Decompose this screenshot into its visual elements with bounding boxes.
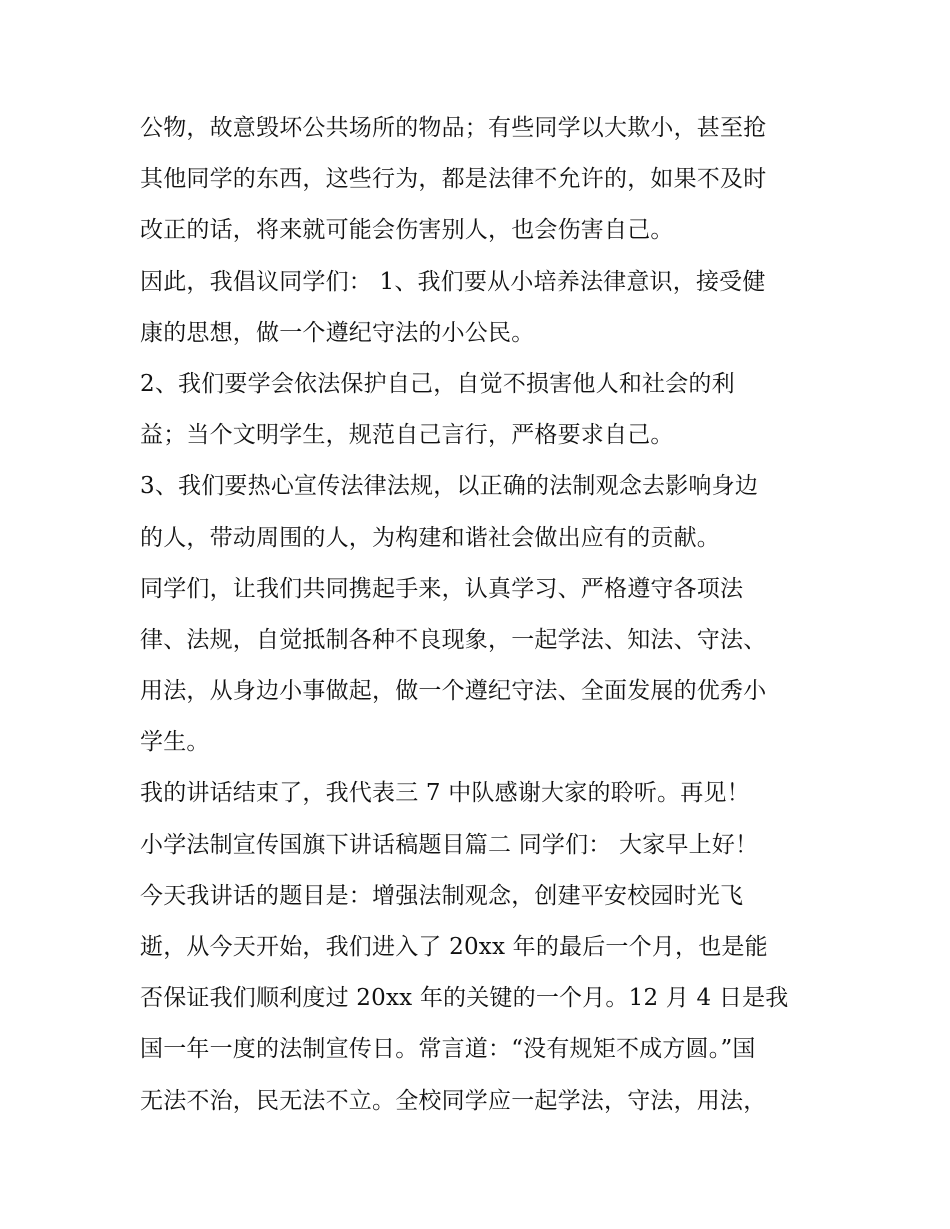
text-line: 2、我们要学会依法保护自己，自觉不损害他人和社会的利: [140, 370, 735, 397]
text-line: 的人，带动周围的人，为构建和谐社会做出应有的贡献。: [140, 524, 720, 551]
text-line: 公物，故意毁坏公共场所的物品；有些同学以大欺小，甚至抢: [140, 115, 767, 141]
text-line: 3、我们要热心宣传法律法规，以正确的法制观念去影响身边: [140, 473, 759, 500]
text-line: 用法，从身边小事做起，做一个遵纪守法、全面发展的优秀小: [140, 678, 767, 705]
text-line: 无法不治，民无法不立。全校同学应一起学法，守法，用法，: [140, 1087, 767, 1114]
text-line: 我的讲话结束了，我代表三 7 中队感谢大家的聆听。再见！: [140, 780, 750, 807]
text-line: 今天我讲话的题目是：增强法制观念，创建平安校园时光飞: [140, 882, 744, 909]
text-line: 否保证我们顺利度过 20xx 年的关键的一个月。12 月 4 日是我: [140, 985, 789, 1012]
text-line: 逝，从今天开始，我们进入了 20xx 年的最后一个月，也是能: [140, 934, 768, 960]
text-line: 学生。: [140, 729, 210, 756]
document-body: [140, 103, 830, 1127]
text-line: 因此，我倡议同学们： 1、我们要从小培养法律意识，接受健: [140, 268, 766, 295]
text-line: 国一年一度的法制宣传日。常言道：“没有规矩不成方圆。”国: [140, 1036, 756, 1063]
text-line: 小学法制宣传国旗下讲话稿题目篇二 同学们： 大家早上好！: [140, 831, 759, 858]
text-line: 益；当个文明学生，规范自己言行，严格要求自己。: [140, 422, 674, 449]
text-line: 同学们，让我们共同携起手来，认真学习、严格遵守各项法: [140, 575, 744, 602]
text-line: 律、法规，自觉抵制各种不良现象，一起学法、知法、守法、: [140, 626, 767, 653]
text-line: 改正的话，将来就可能会伤害别人，也会伤害自己。: [140, 217, 674, 244]
text-line: 其他同学的东西，这些行为，都是法律不允许的，如果不及时: [140, 166, 767, 193]
text-line: 康的思想，做一个遵纪守法的小公民。: [140, 319, 535, 346]
